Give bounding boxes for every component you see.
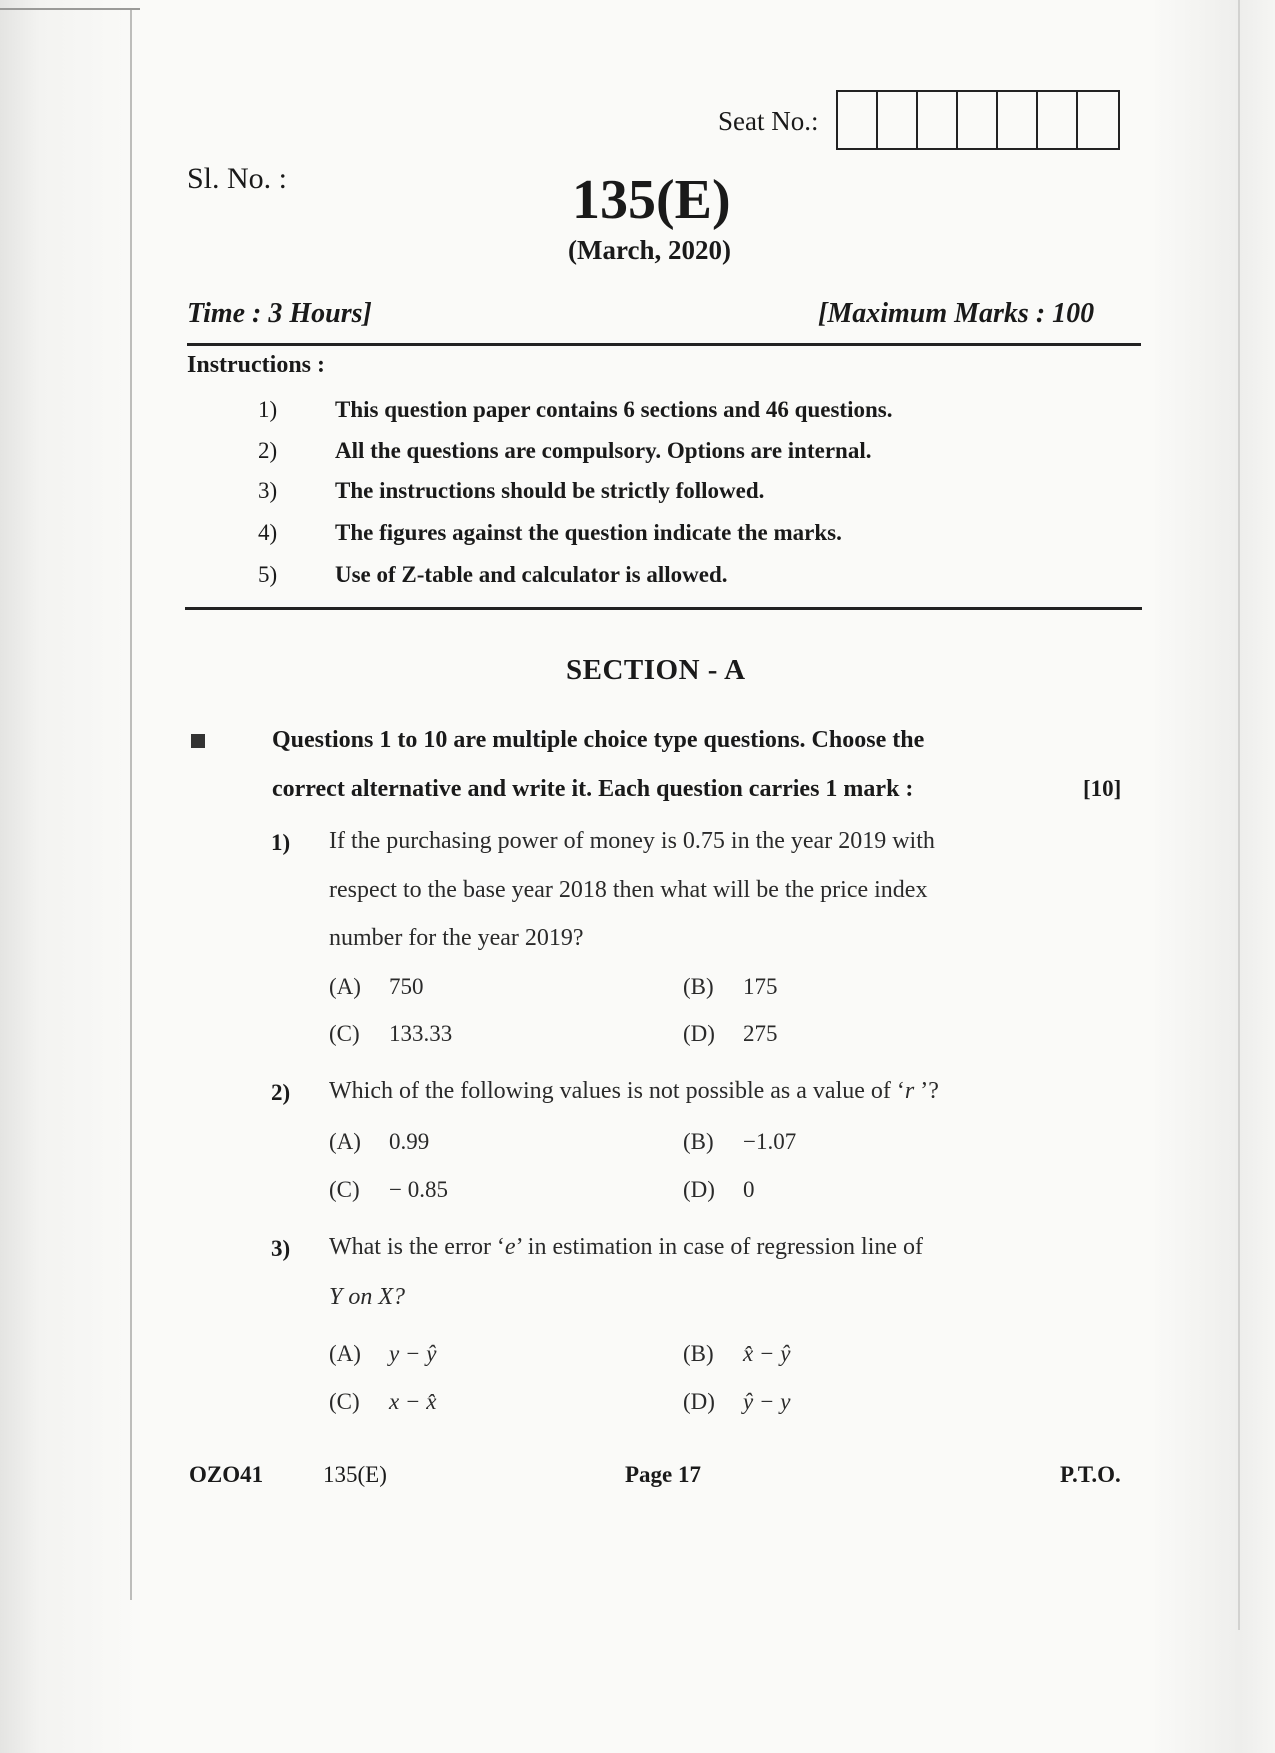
instructions-title: Instructions : (187, 352, 326, 378)
option-d (683, 1177, 755, 1203)
option-d (683, 1389, 790, 1415)
section-instruction-line-1: Questions 1 to 10 are multiple choice type questions. Choose the (272, 727, 925, 753)
option-value: −1.07 (743, 1129, 797, 1154)
option-value: 0 (743, 1177, 755, 1202)
question-number: 1) (271, 830, 291, 855)
option-value: 0.99 (389, 1129, 430, 1154)
exam-date: (March, 2020) (568, 235, 731, 265)
question-text-part: Which of the following values is not possible as a value of ‘ (329, 1078, 905, 1104)
seat-number-box (1078, 92, 1118, 148)
option-label: (A) (329, 974, 361, 999)
option-label: (B) (683, 1341, 714, 1366)
option-c (329, 1177, 448, 1203)
option-label: (D) (683, 1021, 715, 1046)
option-label: (B) (683, 974, 714, 999)
square-bullet-icon (191, 734, 205, 748)
seat-number-box (838, 92, 878, 148)
question-text-part: ’ in estimation in case of regression line of (515, 1234, 924, 1260)
question-number: 3) (271, 1236, 291, 1261)
option-a (329, 1341, 436, 1367)
option-value: 133.33 (389, 1021, 453, 1046)
footer-paper-code: 135(E) (323, 1462, 387, 1487)
seat-number-box (998, 92, 1038, 148)
option-label: (D) (683, 1177, 715, 1202)
seat-number-boxes (836, 90, 1120, 150)
option-a (329, 1129, 429, 1155)
page-edge-top (0, 8, 140, 10)
option-b (683, 974, 778, 1000)
instruction-text: The figures against the question indicate the marks. (335, 520, 842, 545)
page-edge-right (1238, 0, 1240, 1630)
option-b (683, 1341, 790, 1367)
option-c (329, 1021, 452, 1047)
question-text-part: ’? (914, 1078, 939, 1104)
instruction-number: 2) (258, 438, 278, 463)
option-value: y − ŷ (389, 1341, 437, 1366)
section-marks: [10] (1083, 776, 1122, 801)
instruction-text: This question paper contains 6 sections and 46 questions. (335, 397, 893, 422)
question-text-line (329, 1234, 923, 1261)
option-c (329, 1389, 436, 1415)
seat-number-box (878, 92, 918, 148)
paper-code: 135(E) (572, 169, 731, 231)
seat-number-box (958, 92, 998, 148)
option-label: (C) (329, 1389, 360, 1414)
instruction-number: 5) (258, 562, 278, 587)
question-text-line: If the purchasing power of money is 0.75 in the year 2019 with (329, 828, 935, 854)
question-text-line: respect to the base year 2018 then what will be the price index (329, 877, 928, 903)
option-label: (C) (329, 1177, 360, 1202)
instruction-text: The instructions should be strictly followed. (335, 478, 765, 503)
option-value: 750 (389, 974, 424, 999)
option-label: (B) (683, 1129, 714, 1154)
footer-code: OZO41 (189, 1462, 264, 1487)
question-number: 2) (271, 1080, 291, 1105)
please-turn-over: P.T.O. (1060, 1462, 1121, 1487)
option-b (683, 1129, 796, 1155)
option-value: x̂ − ŷ (743, 1341, 791, 1366)
maximum-marks: [Maximum Marks : 100 (818, 298, 1095, 329)
question-text-line: number for the year 2019? (329, 925, 584, 951)
header-rule (187, 343, 1141, 346)
exam-time: Time : 3 Hours] (187, 298, 372, 329)
page-number: Page 17 (625, 1462, 702, 1487)
instructions-rule (185, 607, 1142, 610)
variable-r: r (904, 1078, 915, 1104)
option-label: (A) (329, 1341, 361, 1366)
option-a (329, 974, 424, 1000)
instruction-number: 4) (258, 520, 278, 545)
question-text-line: Y on X? (329, 1284, 406, 1310)
instruction-number: 3) (258, 478, 278, 503)
instruction-text: Use of Z-table and calculator is allowed. (335, 562, 728, 587)
instruction-text: All the questions are compulsory. Options are internal. (335, 438, 872, 463)
seat-number-box (918, 92, 958, 148)
section-instruction-line-2: correct alternative and write it. Each question carries 1 mark : (272, 776, 914, 802)
option-value: − 0.85 (389, 1177, 448, 1202)
question-text-part: What is the error ‘ (329, 1234, 505, 1260)
option-label: (D) (683, 1389, 715, 1414)
option-value: x − x̂ (389, 1389, 437, 1414)
option-label: (C) (329, 1021, 360, 1046)
question-text-line (329, 1078, 939, 1105)
serial-number-label: Sl. No. : (187, 162, 288, 195)
option-label: (A) (329, 1129, 361, 1154)
page-edge-left (130, 10, 132, 1600)
variable-e: e (504, 1234, 516, 1260)
instruction-number: 1) (258, 397, 278, 422)
option-value: ŷ − y (743, 1389, 791, 1414)
option-value: 275 (743, 1021, 778, 1046)
seat-number-box (1038, 92, 1078, 148)
section-title: SECTION - A (566, 654, 746, 686)
seat-no-label: Seat No.: (718, 106, 819, 136)
option-value: 175 (743, 974, 778, 999)
option-d (683, 1021, 778, 1047)
